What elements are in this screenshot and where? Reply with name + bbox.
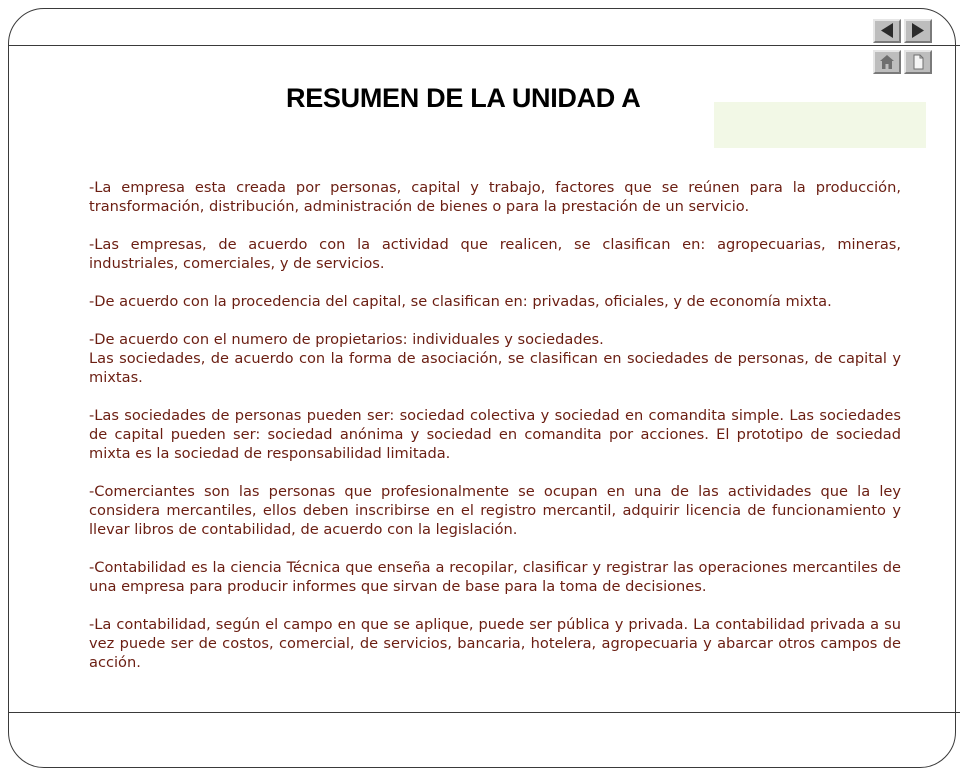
triangle-left-icon (875, 21, 899, 41)
next-slide-button[interactable] (904, 19, 932, 43)
paragraph-procedencia-capital: -De acuerdo con la procedencia del capital, se clasifican en: privadas, oficiales, y de economía mixta. (89, 293, 832, 310)
decorative-highlight-box (714, 102, 926, 148)
triangle-right-icon (906, 21, 930, 41)
home-button[interactable] (873, 50, 901, 74)
footer-divider (8, 712, 960, 713)
left-border-line (8, 44, 9, 720)
paragraph-clasificacion-actividad: -Las empresas, de acuerdo con la actividad que realicen, se clasifican en: agropecuarias, mineras, industriales, comerciales, y de servicios. (89, 236, 901, 272)
paragraph-contabilidad-campos: -La contabilidad, según el campo en que se aplique, puede ser pública y privada. La contabilidad privada a su vez puede ser de costos, comercial, de servicios, bancaria, hotelera, agropecuaria y abarcar otros campos de acción. (89, 616, 901, 671)
page-title: RESUMEN DE LA UNIDAD A (286, 83, 641, 113)
paragraph-sociedades-asociacion: Las sociedades, de acuerdo con la forma de asociación, se clasifican en sociedades de personas, de capital y mixtas. (89, 350, 901, 386)
paragraph-empresa: -La empresa esta creada por personas, capital y trabajo, factores que se reúnen para la producción, transformación, distribución, administración de bienes o para la prestación de un servicio. (89, 179, 901, 215)
document-icon (906, 52, 930, 72)
header-divider (8, 45, 960, 46)
paragraph-tipos-sociedades: -Las sociedades de personas pueden ser: sociedad colectiva y sociedad en comandita simple. Las sociedades de capital pueden ser: sociedad anónima y sociedad en comandita por acciones. El prototipo de sociedad mixta es la sociedad de responsabilidad limitada. (89, 407, 901, 462)
paragraph-propietarios: -De acuerdo con el numero de propietarios: individuales y sociedades. (89, 331, 604, 348)
summary-content (89, 178, 901, 691)
home-icon (875, 52, 899, 72)
paragraph-comerciantes: -Comerciantes son las personas que profesionalmente se ocupan en una de las actividades que la ley considera mercantiles, ellos deben inscribirse en el registro mercantil, adquirir licencia de funcionamiento y llevar libros de contabilidad, de acuerdo con la legislación. (89, 483, 901, 538)
page-button[interactable] (904, 50, 932, 74)
paragraph-contabilidad-definicion: -Contabilidad es la ciencia Técnica que enseña a recopilar, clasificar y registrar las operaciones mercantiles de una empresa para producir informes que sirvan de base para la toma de decisiones. (89, 559, 901, 595)
previous-slide-button[interactable] (873, 19, 901, 43)
